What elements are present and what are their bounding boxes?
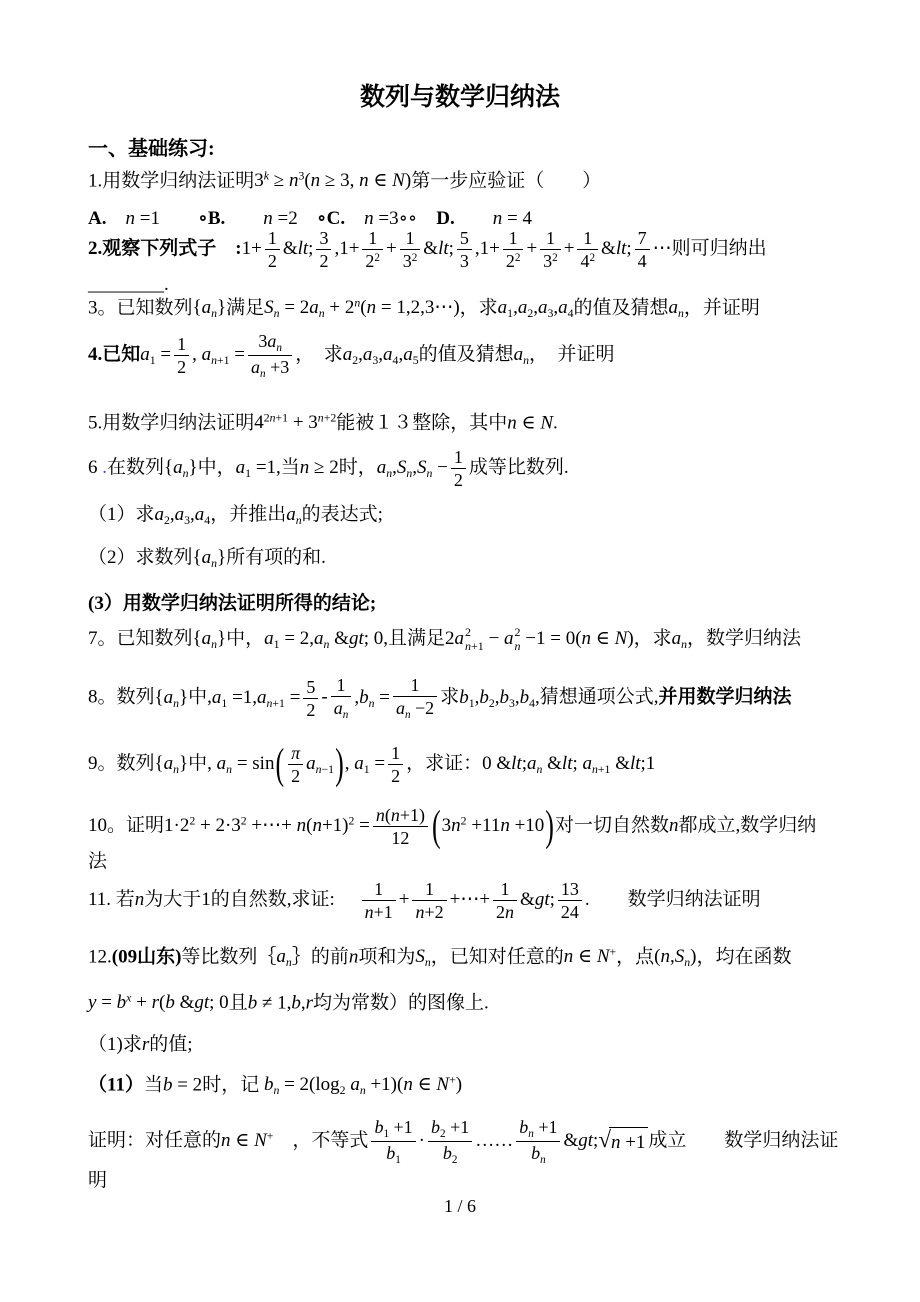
text-run: : xyxy=(216,238,242,260)
para-q4 xyxy=(88,331,842,381)
para-title xyxy=(0,84,920,111)
text-run: . 数学归纳法证明 xyxy=(584,889,761,911)
para-q12-cont xyxy=(88,985,842,1016)
text-run: （1)求 xyxy=(88,1034,142,1055)
text-run: 4.已知 xyxy=(88,344,141,366)
fraction: $\frac{1}{3^2}$ xyxy=(400,228,421,271)
text-run: ，求证： xyxy=(406,753,483,775)
math-run: &gt; xyxy=(520,889,555,911)
math-run: $\{a_n\}$ xyxy=(154,686,189,710)
math-run: , $a_1$ = xyxy=(344,753,386,777)
text-run: ｝的前 xyxy=(291,946,349,968)
math-run: &lt; xyxy=(601,238,632,260)
text-run xyxy=(160,208,198,229)
para-q6-2 xyxy=(88,544,842,577)
text-run: 能被１３整除，其中 xyxy=(336,412,508,434)
math-run: 2a 2 n+1 − a 2 n −1 = 0(n ∈ N) xyxy=(445,625,634,653)
text-run: 成立 xyxy=(648,1130,687,1152)
math-run: $a_n = \sin$ xyxy=(216,753,275,777)
math-run: n =3 xyxy=(364,208,399,229)
text-run: 第一步应验证（ ） xyxy=(411,170,602,192)
math-run: $\{a_n\}$ xyxy=(192,297,227,321)
para-proof xyxy=(88,1117,842,1194)
text-run: 中, xyxy=(188,753,217,775)
text-run: 中， xyxy=(226,628,265,649)
math-run: &gt; xyxy=(563,1130,599,1152)
math-run: ,1+ xyxy=(334,238,360,260)
text-run: ，数学归纳法 xyxy=(687,628,802,649)
text-run: 8。数列 xyxy=(88,686,155,708)
math-run: , $a_{n+1}$ = xyxy=(192,344,246,368)
text-run: 2.观察下列式子 xyxy=(88,238,217,260)
math-run: $4^{2n+1} + 3^{n+2}$ xyxy=(254,412,337,434)
math-run: + xyxy=(526,238,538,260)
text-run: D. xyxy=(436,208,455,229)
math-run: n = 4 xyxy=(492,208,532,229)
para-q5 xyxy=(88,405,842,436)
math-run: $a_1$ = xyxy=(140,344,172,368)
text-run: 并用数学归纳法 xyxy=(658,686,792,708)
text-run: 求 xyxy=(440,686,460,708)
para-q2 xyxy=(88,228,842,298)
text-run xyxy=(417,208,436,229)
text-run: （2）求数列 xyxy=(88,547,193,568)
fraction: $\frac{1}{2^2}$ xyxy=(362,228,383,271)
fraction: $\frac{1}{2}$ xyxy=(265,228,280,271)
para-section-heading xyxy=(88,136,842,163)
text-run: 的表达式; xyxy=(301,504,383,525)
math-run: $(n,S_n)$ xyxy=(654,946,697,970)
fraction: $\frac{1}{2^2}$ xyxy=(503,228,524,271)
text-run: 1 / 6 xyxy=(443,1196,476,1216)
text-run: 为大于1的自然数,求证: xyxy=(144,889,359,911)
math-run: + xyxy=(563,238,575,260)
para-footer xyxy=(0,1193,920,1220)
text-run: （1）求 xyxy=(88,504,155,525)
fraction: $\frac{1}{4^2}$ xyxy=(577,228,598,271)
big-paren: ( xyxy=(275,739,285,788)
math-run: b = 2 xyxy=(162,1074,203,1096)
text-run: 满足 xyxy=(226,297,265,319)
para-q7 xyxy=(88,625,842,658)
text-run: 12. xyxy=(88,946,112,968)
math-run: $a_2,a_3,a_4$ xyxy=(154,504,211,528)
para-q6-3 xyxy=(88,590,842,617)
math-run: $3n^2 +11n +10$ xyxy=(441,814,545,837)
text-run: . xyxy=(553,412,558,434)
text-run: ________. xyxy=(88,274,169,296)
text-run: ，不等式 xyxy=(273,1130,369,1152)
text-run: 7。已知数列 xyxy=(88,628,193,649)
para-q9 xyxy=(88,739,842,788)
math-run: $3^k \ge n^3(n \ge 3$, n ∈ N) xyxy=(254,170,412,192)
math-run: + xyxy=(385,238,397,260)
para-q1 xyxy=(88,163,842,194)
math-run: $\{a_n\}$ xyxy=(192,628,227,652)
text-run: ⋯则可归纳出 xyxy=(652,238,767,260)
text-run: ，求 xyxy=(633,628,672,649)
fraction: $\frac{b_2 +1}{b_2}$ xyxy=(428,1117,472,1167)
math-run: $a_{n-1}$ xyxy=(306,753,335,777)
fraction: $\frac{b_n +1}{b_n}$ xyxy=(516,1117,560,1167)
math-run: $a_1 =1$, xyxy=(235,457,281,481)
math-run: $\{a_n\}$ xyxy=(154,753,189,777)
math-run: $S_n = 2a_n + 2^n(n$ = 1,2,3⋯) xyxy=(264,297,460,321)
big-paren: ) xyxy=(335,739,344,788)
math-run: + xyxy=(398,889,410,911)
math-run: &lt; xyxy=(423,238,454,260)
text-run: (09山东) xyxy=(111,946,182,968)
math-run: $a_2,a_3,a_4,a_5$ xyxy=(342,344,419,368)
text-run: 且满足 xyxy=(388,628,446,649)
math-run: n ∈ N+ xyxy=(563,946,617,968)
math-run: $a_n$ xyxy=(276,946,292,970)
math-run: ,1+ xyxy=(474,238,500,260)
text-run: 9。数列 xyxy=(88,753,155,775)
math-run: $a_n$ xyxy=(671,628,688,652)
math-run: - xyxy=(321,686,328,708)
fraction: $\frac{1}{n+2}$ xyxy=(412,879,446,922)
fraction: $\frac{1}{a_n -2}$ xyxy=(393,675,437,722)
para-q8 xyxy=(88,675,842,722)
math-run: $b_n = 2(\log_2$ $a_n +1)(n$ ∈ N+) xyxy=(263,1074,463,1098)
text-run: 数列与数学归纳法 xyxy=(359,84,560,111)
text-run: 所有项的和. xyxy=(226,547,326,568)
stacked-supsub: 2 n xyxy=(514,625,521,653)
math-run: 1+ xyxy=(241,238,262,260)
text-run: ∘C. xyxy=(316,208,346,229)
math-run: $y = b^x + r(b$ &gt; 0 xyxy=(88,992,229,1014)
para-q12-11 xyxy=(88,1067,842,1105)
text-run: . xyxy=(102,457,107,479)
math-run: n xyxy=(134,889,145,911)
big-paren: ( xyxy=(432,801,441,850)
math-run: &lt; xyxy=(282,238,314,260)
math-run: $a_1 =1,a_{n+1}$ = xyxy=(211,686,301,710)
math-run: $b_1,b_2,b_3,b_4$, xyxy=(459,686,540,710)
fraction: $\frac{b_1 +1}{b_1}$ xyxy=(371,1117,415,1167)
text-run: 11. 若 xyxy=(88,889,135,911)
fraction: $\frac{\pi}{2}$ xyxy=(288,743,303,786)
para-q12 xyxy=(88,939,842,977)
text-run: ， 并证明 xyxy=(528,344,615,366)
text-run: 成等比数列. xyxy=(468,457,569,479)
math-run: $,b_n$ = xyxy=(354,686,390,710)
text-run: 的值及猜想 xyxy=(418,344,514,366)
math-run: r xyxy=(141,1034,150,1055)
fraction: $\frac{1}{2}$ xyxy=(388,743,403,786)
text-run: ，点 xyxy=(616,946,655,968)
math-run: +⋯+ xyxy=(449,889,491,911)
text-run: 均为常数）的图像上. xyxy=(313,992,489,1014)
text-run: ， 求 xyxy=(295,344,343,366)
fraction: $\frac{1}{2}$ xyxy=(451,447,466,490)
math-run: n ∈ N+ xyxy=(221,1129,274,1152)
text-run: ，求 xyxy=(459,297,498,319)
math-run: n xyxy=(348,946,359,968)
math-run: n =2 xyxy=(263,208,298,229)
math-run: $a_n$ xyxy=(286,504,302,528)
para-q6 xyxy=(88,447,842,490)
math-run: $a_n,S_n,S_n$ − xyxy=(376,457,448,481)
fraction: $\frac{1}{n+1}$ xyxy=(362,879,396,922)
fraction: $\frac{1}{2}$ xyxy=(174,334,189,377)
square-root: √ n +1 xyxy=(598,1127,648,1156)
math-run: $a_n$ xyxy=(668,297,684,321)
text-run xyxy=(298,208,317,229)
text-run: （11） xyxy=(88,1074,144,1096)
text-run: 都成立,数学归纳法 xyxy=(88,815,817,873)
math-run: $a_n$ xyxy=(513,344,529,368)
math-run: $a_1,a_2,a_3,a_4$ xyxy=(497,297,574,321)
text-run: 当 xyxy=(143,1074,163,1096)
math-run: · xyxy=(418,1130,425,1152)
text-run: 对一切自然数 xyxy=(554,815,669,837)
text-run: 项和为 xyxy=(358,946,416,968)
big-paren: ) xyxy=(545,801,554,850)
text-run: 10。证明 xyxy=(88,815,165,837)
text-run: 在数列 xyxy=(107,457,165,479)
text-run: 且 xyxy=(228,992,248,1014)
fraction: $\frac{1}{2n}$ xyxy=(493,879,517,922)
fraction: $\frac{3}{2}$ xyxy=(316,228,331,271)
text-run: 猜想通项公式, xyxy=(539,686,659,708)
text-run: 1.用数学归纳法证明 xyxy=(88,170,255,192)
text-run: 一、基础练习: xyxy=(88,138,215,160)
text-run: ，并证明 xyxy=(683,297,760,319)
fraction: $\frac{1}{a_n}$ xyxy=(331,675,352,722)
text-run: 当 xyxy=(280,457,300,479)
text-run: ，均在函数 xyxy=(696,946,792,968)
text-run: 中, xyxy=(188,686,212,708)
text-run: 时， xyxy=(338,457,377,479)
fraction: $\frac{7}{4}$ xyxy=(635,228,650,271)
para-q6-1 xyxy=(88,501,842,534)
fraction: $\frac{n(n+1)}{12}$ xyxy=(373,805,428,848)
para-q10 xyxy=(88,801,825,875)
math-run: $a_1 = 2,a_n$ &gt; 0, xyxy=(264,628,389,652)
math-run: 0 $\&lt;a_n$ &lt; $a_{n+1}$ &lt;1 xyxy=(482,753,656,777)
text-run: 的值及猜想 xyxy=(573,297,669,319)
para-q12-1 xyxy=(88,1031,842,1058)
math-run: $S_n$ xyxy=(415,946,431,970)
math-run: n ≥ 2 xyxy=(299,457,339,479)
text-run: 等比数列｛ xyxy=(181,946,277,968)
fraction: $\frac{13}{24}$ xyxy=(558,879,582,922)
text-run: 3。已知数列 xyxy=(88,297,193,319)
text-run: 数学归纳法证明 xyxy=(88,1130,839,1191)
fraction: $\frac{3a_n}{a_n +3}$ xyxy=(248,331,292,381)
math-run: n =1 xyxy=(125,208,160,229)
para-q3 xyxy=(88,290,842,328)
text-run: 的值; xyxy=(149,1034,193,1055)
fraction: $\frac{5}{3}$ xyxy=(457,228,472,271)
math-run: …… xyxy=(475,1130,514,1152)
math-run: $1\cdot 2^2 + 2\cdot 3^2$ +⋯+ $n(n+1)^2$ = xyxy=(164,814,370,837)
text-run: ∘B. xyxy=(197,208,226,229)
math-run: n ∈ N xyxy=(507,412,553,434)
math-run: n xyxy=(668,815,679,837)
para-q11 xyxy=(88,879,842,922)
text-run: ，并推出 xyxy=(210,504,287,525)
math-run: b ≠ 1,b,r xyxy=(247,992,314,1014)
text-run: 证明：对任意的 xyxy=(88,1130,222,1152)
text-run: ∘∘ xyxy=(398,208,418,229)
math-run: $\{a_n\}$ xyxy=(192,547,227,571)
text-run: ，已知对任意的 xyxy=(430,946,564,968)
math-run: $\{a_n\}$ xyxy=(164,457,198,481)
fraction: $\frac{1}{3^2}$ xyxy=(540,228,561,271)
text-run: (3）用数学归纳法证明所得的结论; xyxy=(88,593,377,614)
text-run: 中， xyxy=(197,457,236,479)
fraction: $\frac{5}{2}$ xyxy=(303,677,318,720)
text-run: 时，记 xyxy=(202,1074,264,1096)
text-run: 6 xyxy=(88,457,103,479)
text-run: A. xyxy=(88,208,107,229)
text-run: 5.用数学归纳法证明 xyxy=(88,412,255,434)
stacked-supsub: 2 n+1 xyxy=(465,625,484,653)
